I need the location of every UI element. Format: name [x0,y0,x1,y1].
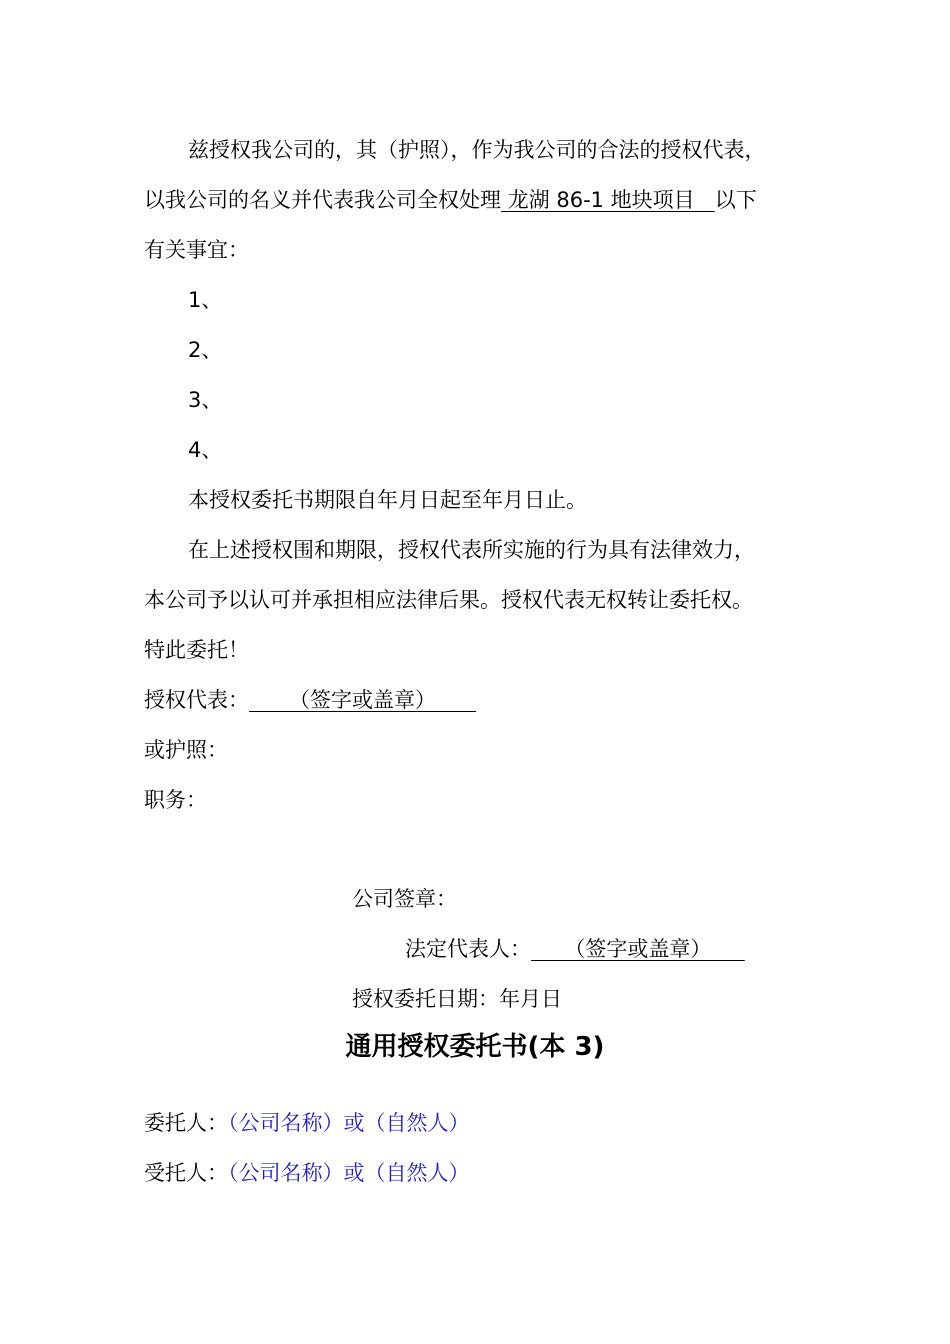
period-statement: 本授权委托书期限自年月日起至年月日止。 [188,488,587,512]
position-label: 职务： [144,788,207,812]
paragraph1-line1: 兹授权我公司的，其（护照），作为我公司的合法的授权代表， [188,138,766,162]
principal-value: （公司名称）或（自然人） [228,1111,470,1135]
list-item: 1、 [188,288,223,312]
paragraph1-line2-suffix: 以下 [714,188,757,212]
principal-line [144,1108,470,1138]
agent-value: （公司名称）或（自然人） [228,1161,470,1185]
legal-rep-line [405,934,745,964]
agent-line [144,1158,470,1188]
list-item: 4、 [188,438,223,462]
paragraph1-line2-prefix: 以我公司的名义并代表我公司全权处理 [144,188,501,212]
paragraph2-line1: 在上述授权围和期限，授权代表所实施的行为具有法律效力， [188,538,755,562]
closing-text: 特此委托！ [144,638,249,662]
company-seal-label: 公司签章： [352,887,457,911]
paragraph2-line2: 本公司予以认可并承担相应法律后果。授权代表无权转让委托权。 [144,588,753,612]
representative-line [144,685,476,715]
document-title: 通用授权委托书(本 3) [345,1032,605,1062]
list-item: 3、 [188,388,223,412]
passport-label: 或护照： [144,738,228,762]
representative-label: 授权代表： [144,688,249,712]
list-item: 2、 [188,338,223,362]
legal-rep-label: 法定代表人： [405,937,531,961]
representative-signature: （签字或盖章） [249,688,477,712]
principal-label: 委托人： [144,1111,228,1135]
project-name: 龙湖 86-1 地块项目 [501,188,715,212]
authorization-date: 授权委托日期：年月日 [352,987,562,1011]
paragraph1-line3: 有关事宜： [144,238,249,262]
legal-rep-signature: （签字或盖章） [531,937,745,961]
paragraph1-line2 [144,185,757,215]
agent-label: 受托人： [144,1161,228,1185]
